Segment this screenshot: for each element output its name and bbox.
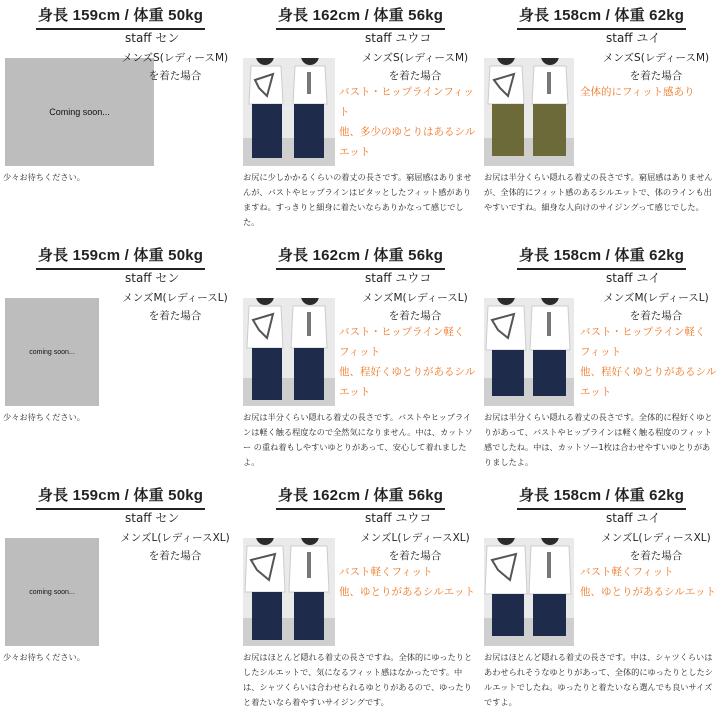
fit-line: エット bbox=[339, 146, 371, 158]
description: お尻はほとんど隠れる着丈の長さですね。全体的にゆったりとしたシルエットで、気になるフィット感はなかったです。中は、シャツくらいは合わせられるゆとりがあるので、ゆったりと着たいなら着やすいサイジングです。 bbox=[243, 652, 473, 707]
fit-note bbox=[339, 322, 479, 402]
staff-card-yui-l bbox=[484, 482, 719, 720]
size-label: メンズM(レディースL) bbox=[603, 292, 709, 304]
model-photo bbox=[484, 58, 574, 166]
fit-line: 他、ゆとりがあるシルエット bbox=[339, 586, 476, 598]
height-weight-heading: 身長 159cm / 体重 50kg bbox=[3, 484, 238, 510]
staff-name: staff セン bbox=[125, 511, 180, 525]
description: 少々お待ちください。 bbox=[3, 412, 85, 422]
photo-placeholder: Coming soon... bbox=[5, 58, 154, 166]
model-photo bbox=[243, 538, 335, 646]
description: 少々お待ちください。 bbox=[3, 652, 85, 662]
size-label: メンズL(レディースXL) bbox=[120, 532, 230, 544]
size-suffix: を着た場合 bbox=[629, 550, 683, 562]
size-suffix: を着た場合 bbox=[148, 310, 202, 322]
description: お尻は半分くらい隠れる着丈の長さです。窮屈感はありませんが、全体的にフィット感のあるシルエットで、体のラインも出やすいですね。細身な人向けのサイジングって感じでした。 bbox=[484, 172, 713, 212]
size-suffix: を着た場合 bbox=[629, 310, 683, 322]
height-weight-heading: 身長 158cm / 体重 62kg bbox=[484, 4, 719, 30]
height-weight-heading: 身長 158cm / 体重 62kg bbox=[484, 484, 719, 510]
fit-line: バスト軽くフィット bbox=[339, 566, 433, 578]
staff-name: staff セン bbox=[125, 271, 180, 285]
height-weight-heading: 身長 162cm / 体重 56kg bbox=[243, 484, 478, 510]
size-label: メンズS(レディースM) bbox=[361, 52, 469, 64]
fit-line: 他、ゆとりがあるシルエット bbox=[580, 586, 717, 598]
fit-note bbox=[580, 562, 720, 602]
fit-note bbox=[580, 82, 720, 102]
fit-line: 他、多少のゆとりはあるシル bbox=[339, 126, 476, 138]
size-label: メンズS(レディースM) bbox=[121, 52, 229, 64]
fit-line: フィット bbox=[339, 346, 381, 358]
model-photo bbox=[484, 298, 574, 406]
size-label: メンズL(レディースXL) bbox=[360, 532, 470, 544]
staff-card-yuko-l bbox=[243, 482, 478, 720]
description: お尻は半分くらい隠れる着丈の長さです。バストやヒップラインは軽く触る程度なので全然気になりません。中は、カットソー の重ね着もしやすいゆとりがあって、安心して着れましたよ。 bbox=[243, 412, 473, 467]
description: お尻は半分くらい隠れる着丈の長さです。全体的に程好くゆとりがあって、バストやヒップラインは軽く触る程度のフィット感でしたね。中は、カットソー1枚は合わせやすいゆとりがありましたよ。 bbox=[484, 412, 713, 467]
fit-line: バスト・ヒップライン軽く bbox=[339, 326, 465, 338]
size-suffix: を着た場合 bbox=[388, 550, 442, 562]
fit-note bbox=[580, 322, 720, 402]
fit-line: バスト・ヒップライン軽く bbox=[580, 326, 706, 338]
fit-line: バスト軽くフィット bbox=[580, 566, 674, 578]
height-weight-heading: 身長 158cm / 体重 62kg bbox=[484, 244, 719, 270]
model-photo bbox=[243, 58, 335, 166]
description: 少々お待ちください。 bbox=[3, 172, 85, 182]
height-weight-heading: 身長 162cm / 体重 56kg bbox=[243, 244, 478, 270]
photo-placeholder: coming soon... bbox=[5, 298, 99, 406]
fit-line: フィット bbox=[580, 346, 622, 358]
staff-name: staff ユイ bbox=[606, 31, 661, 45]
model-photo bbox=[484, 538, 574, 646]
size-label: メンズM(レディースL) bbox=[362, 292, 468, 304]
size-label: メンズL(レディースXL) bbox=[601, 532, 711, 544]
height-weight-heading: 身長 162cm / 体重 56kg bbox=[243, 4, 478, 30]
staff-card-sen-m bbox=[3, 242, 238, 480]
staff-card-yui-m bbox=[484, 242, 719, 480]
fit-line: エット bbox=[580, 386, 612, 398]
staff-name: staff ユイ bbox=[606, 511, 661, 525]
staff-card-yuko-s bbox=[243, 2, 478, 240]
staff-name: staff ユウコ bbox=[365, 271, 432, 285]
staff-name: staff ユイ bbox=[606, 271, 661, 285]
size-label: メンズS(レディースM) bbox=[602, 52, 710, 64]
size-suffix: を着た場合 bbox=[148, 550, 202, 562]
size-suffix: を着た場合 bbox=[629, 70, 683, 82]
size-suffix: を着た場合 bbox=[388, 310, 442, 322]
size-suffix: を着た場合 bbox=[388, 70, 442, 82]
height-weight-heading: 身長 159cm / 体重 50kg bbox=[3, 244, 238, 270]
staff-name: staff ユウコ bbox=[365, 31, 432, 45]
staff-name: staff ユウコ bbox=[365, 511, 432, 525]
photo-placeholder: coming soon... bbox=[5, 538, 99, 646]
size-suffix: を着た場合 bbox=[148, 70, 202, 82]
height-weight-heading: 身長 159cm / 体重 50kg bbox=[3, 4, 238, 30]
fit-line: エット bbox=[339, 386, 371, 398]
description: お尻に少しかかるくらいの着丈の長さです。窮屈感はありませんが、バストやヒップラインはピタッとしたフィット感がありますね。すっきりと細身に着たいならありかなって感じでした。 bbox=[243, 172, 472, 227]
fit-line: 他、程好くゆとりがあるシル bbox=[580, 366, 717, 378]
staff-name: staff セン bbox=[125, 31, 180, 45]
fit-note bbox=[339, 82, 479, 162]
size-label: メンズM(レディースL) bbox=[122, 292, 228, 304]
fit-note bbox=[339, 562, 479, 602]
staff-card-yuko-m bbox=[243, 242, 478, 480]
model-photo bbox=[243, 298, 335, 406]
fit-line: 他、程好くゆとりがあるシル bbox=[339, 366, 476, 378]
staff-card-sen-s bbox=[3, 2, 238, 240]
staff-card-sen-l bbox=[3, 482, 238, 720]
staff-card-yui-s bbox=[484, 2, 719, 240]
fit-line: 全体的にフィット感あり bbox=[580, 86, 695, 98]
description: お尻はほとんど隠れる着丈の長さです。中は、シャツくらいはあわせられそうなゆとりがあって、全体的にゆったりとしたシルエットでしたね。ゆったりと着たいなら選んでも良いサイズですよ。 bbox=[484, 652, 713, 707]
fit-line: バスト・ヒップラインフィット bbox=[339, 86, 475, 118]
